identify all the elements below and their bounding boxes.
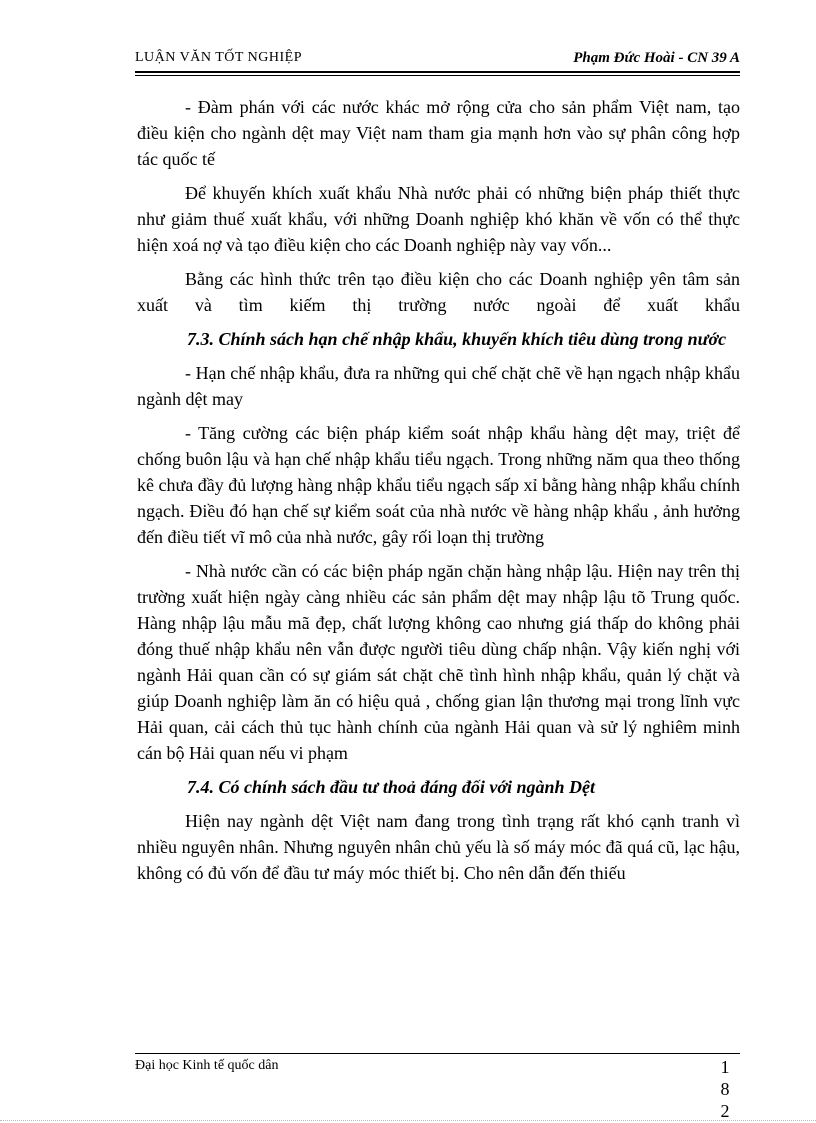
- footer-university: Đại học Kinh tế quốc dân: [135, 1058, 279, 1073]
- paragraph: - Tăng cường các biện pháp kiểm soát nhập khẩu hàng dệt may, triệt để chống buôn lậu và hạn chế nhập khẩu tiểu ngạch. Trong những năm qua theo thống kê chưa đầy đủ lượng hàng nhập khẩu tiểu ngạch sấp xỉ bằng hàng nhập khẩu chính ngạch. Điều đó hạn chế sự kiểm soát của nhà nước về hàng nhập khẩu , ảnh hưởng đến điều tiết vĩ mô của nhà nước, gây rối loạn thị trường: [137, 423, 740, 547]
- header-rule: [135, 71, 740, 73]
- header-author: Phạm Đức Hoài - CN 39 A: [573, 50, 740, 66]
- body-text: [137, 94, 740, 894]
- paragraph: - Đàm phán với các nước khác mở rộng cửa cho sản phẩm Việt nam, tạo điều kiện cho ngành dệt may Việt nam tham gia mạnh hơn vào sự phân công hợp tác quốc tế: [137, 97, 740, 169]
- header-thesis-title: LUẬN VĂN TỐT NGHIỆP: [135, 50, 302, 65]
- page-number-digit: 8: [720, 1079, 730, 1099]
- header-rule-thin: [135, 75, 740, 76]
- section-heading-7-4: 7.4. Có chính sách đầu tư thoả đáng đối với ngành Dệt: [187, 777, 596, 797]
- page-number-digit: 2: [720, 1101, 730, 1121]
- page-number: [718, 1056, 732, 1122]
- section-heading-7-3: 7.3. Chính sách hạn chế nhập khẩu, khuyến khích tiêu dùng trong nước: [187, 329, 727, 349]
- paragraph: Hiện nay ngành dệt Việt nam đang trong tình trạng rất khó cạnh tranh vì nhiều nguyên nhân. Nhưng nguyên nhân chủ yếu là số máy móc đã quá cũ, lạc hậu, không có đủ vốn để đầu tư máy móc thiết bị. Cho nên dẫn đến thiếu: [137, 811, 740, 883]
- paragraph: - Nhà nước cần có các biện pháp ngăn chặn hàng nhập lậu. Hiện nay trên thị trường xuất hiện ngày càng nhiều các sản phẩm dệt may nhập lậu tõ Trung quốc. Hàng nhập lậu mẫu mã đẹp, chất lượng không cao nhưng giá thấp do không phải đóng thuế nhập khẩu nên vẫn được người tiêu dùng chấp nhận. Vậy kiến nghị với ngành Hải quan cần có sự giám sát chặt chẽ tình hình nhập khẩu, quản lý chặt và giúp Doanh nghiệp làm ăn có hiệu quả , chống gian lận thương mại trong lĩnh vực Hải quan, cải cách thủ tục hành chính của ngành Hải quan và sử lý nghiêm minh cán bộ Hải quan nếu vi phạm: [137, 561, 740, 763]
- paragraph: - Hạn chế nhập khẩu, đưa ra những qui chế chặt chẽ về hạn ngạch nhập khẩu ngành dệt may: [137, 363, 740, 409]
- page-bottom-edge: [0, 1120, 816, 1121]
- footer-rule: [135, 1053, 740, 1054]
- paragraph: Để khuyến khích xuất khẩu Nhà nước phải có những biện pháp thiết thực như giảm thuế xuất khẩu, với những Doanh nghiệp khó khăn về vốn có thể thực hiện xoá nợ và tạo điều kiện cho các Doanh nghiệp này vay vốn...: [137, 183, 740, 255]
- page-number-digit: 1: [720, 1057, 730, 1077]
- paragraph: Bằng các hình thức trên tạo điều kiện cho các Doanh nghiệp yên tâm sản xuất và tìm kiếm thị trường nước ngoài để xuất khẩu: [137, 269, 740, 315]
- page-header: [135, 50, 740, 70]
